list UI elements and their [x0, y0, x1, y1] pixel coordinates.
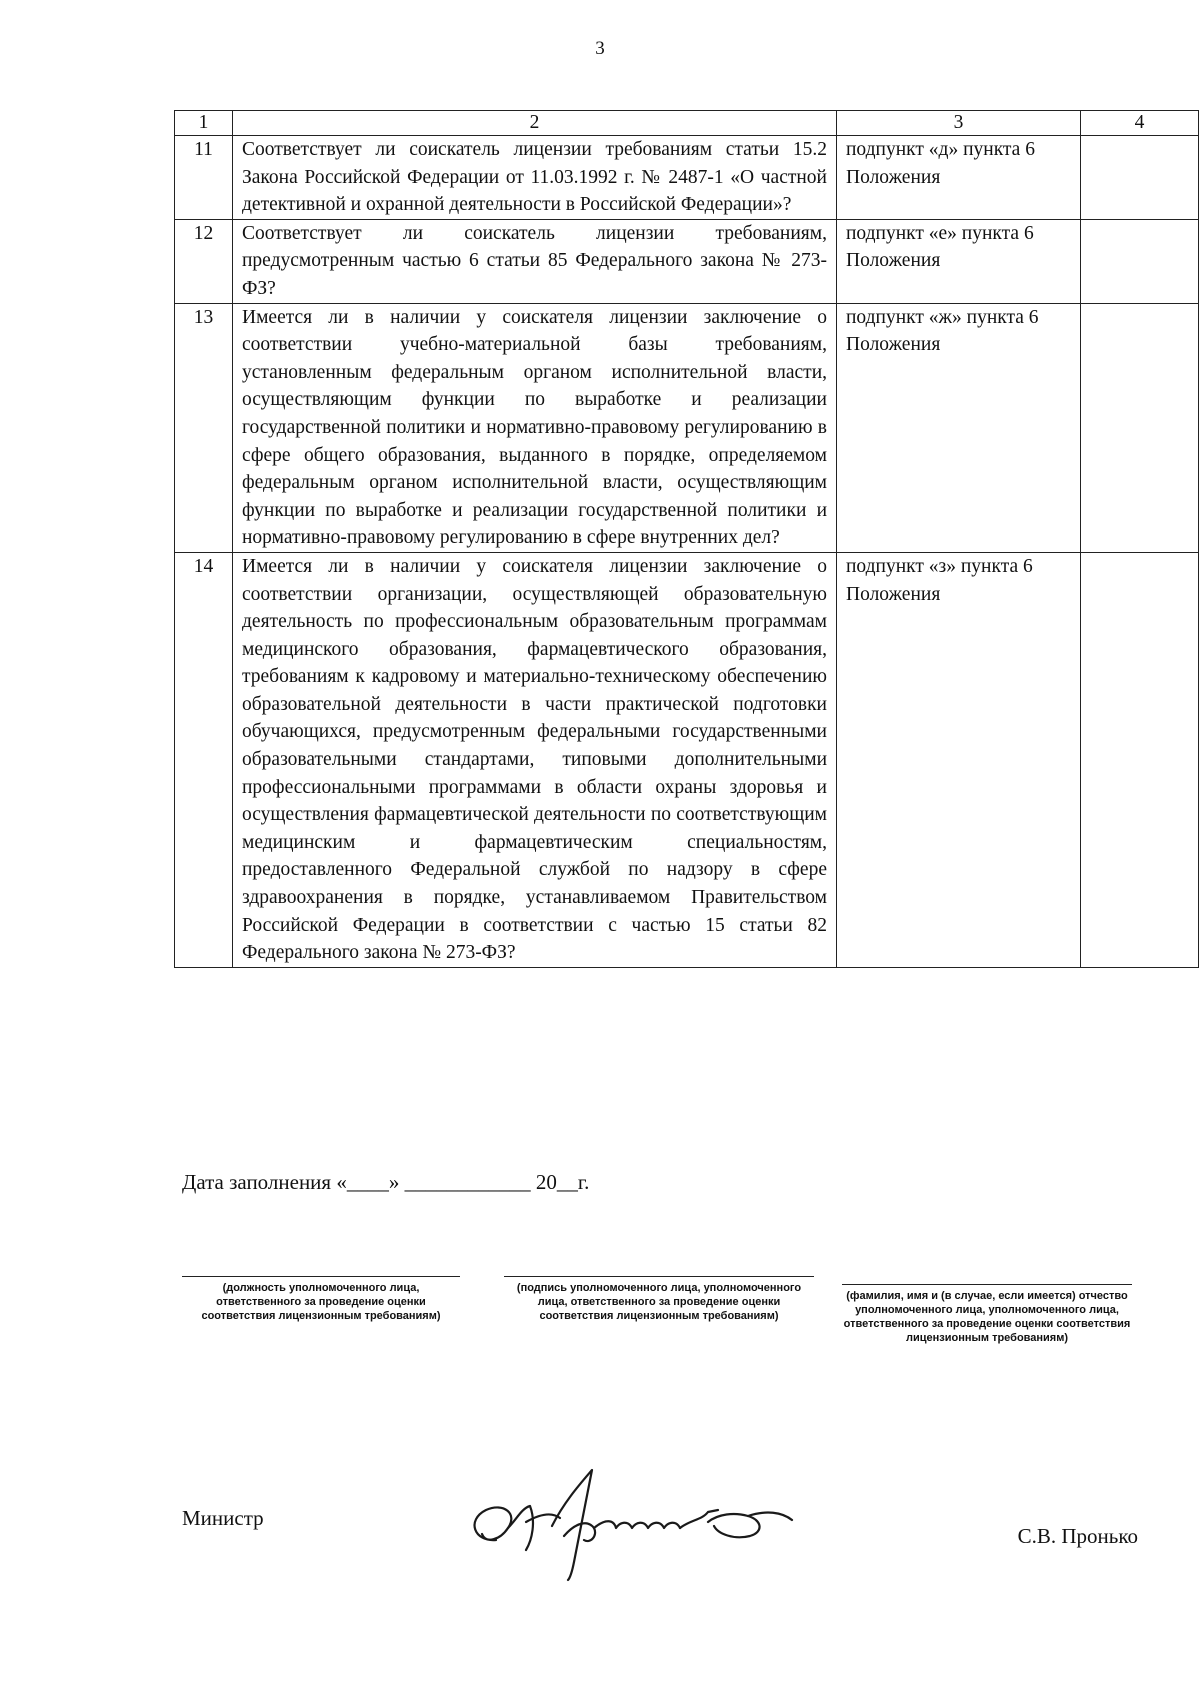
minister-name: С.В. Пронько	[1017, 1524, 1138, 1548]
row-number: 13	[175, 303, 233, 552]
row-note	[1081, 552, 1199, 967]
row-number: 11	[175, 136, 233, 220]
row-reference: подпункт «ж» пункта 6 Положения	[837, 303, 1081, 552]
table-header-row	[175, 111, 1199, 136]
row-question: Соответствует ли соискатель лицензии требованиям статьи 15.2 Закона Российской Федерации от 11.03.1992 г. № 2487-1 «О частной детективной и охранной деятельности в Российской Федерации»?	[233, 136, 837, 220]
page-number: 3	[595, 38, 605, 59]
name-caption: (фамилия, имя и (в случае, если имеется) отчество уполномоченного лица, уполномоченного лица, ответственного за проведение оценки соответствия лицензионным требованиям)	[842, 1284, 1132, 1345]
handwritten-signature	[456, 1462, 816, 1582]
row-question: Имеется ли в наличии у соискателя лицензии заключение о соответствии учебно-материальной базы требованиям, установленным федеральным органом исполнительной власти, осуществляющим функции по выработке и реализации государственной политики и нормативно-правовому регулированию в сфере общего образования, выданного в порядке, определяемом федеральным органом исполнительной власти, осуществляющим функции по выработке и реализации государственной политики и нормативно-правовому регулированию в сфере внутренних дел?	[233, 303, 837, 552]
table-row	[175, 303, 1199, 552]
position-caption: (должность уполномоченного лица, ответственного за проведение оценки соответствия лицензионным требованиям)	[182, 1276, 460, 1323]
row-note	[1081, 219, 1199, 303]
table-row	[175, 219, 1199, 303]
row-reference: подпункт «з» пункта 6 Положения	[837, 552, 1081, 967]
row-note	[1081, 303, 1199, 552]
column-header: 2	[233, 111, 837, 136]
column-header: 3	[837, 111, 1081, 136]
table-row	[175, 136, 1199, 220]
column-header: 4	[1081, 111, 1199, 136]
row-question: Имеется ли в наличии у соискателя лицензии заключение о соответствии организации, осуществляющей образовательную деятельность по профессиональным образовательным программам медицинского образования, фармацевтического образования, требованиям к кадровому и материально-техническому обеспечению образовательной деятельности в части практической подготовки обучающихся, предусмотренным федеральными государственными образовательными стандартами, типовыми дополнительными профессиональными программами в области охраны здоровья и осуществления фармацевтической деятельности по соответствующим медицинским и фармацевтическим специальностям, предоставленного Федеральной службой по надзору в сфере здравоохранения в порядке, устанавливаемом Правительством Российской Федерации в соответствии с частью 15 статьи 82 Федерального закона № 273-ФЗ?	[233, 552, 837, 967]
table-row	[175, 552, 1199, 967]
row-reference: подпункт «д» пункта 6 Положения	[837, 136, 1081, 220]
row-number: 12	[175, 219, 233, 303]
signature-caption: (подпись уполномоченного лица, уполномоченного лица, ответственного за проведение оценки соответствия лицензионным требованиям)	[504, 1276, 814, 1323]
row-number: 14	[175, 552, 233, 967]
checklist-table	[174, 110, 1199, 968]
row-reference: подпункт «е» пункта 6 Положения	[837, 219, 1081, 303]
row-note	[1081, 136, 1199, 220]
minister-title: Министр	[182, 1506, 264, 1530]
row-question: Соответствует ли соискатель лицензии требованиям, предусмотренным частью 6 статьи 85 Федерального закона № 273-ФЗ?	[233, 219, 837, 303]
column-header: 1	[175, 111, 233, 136]
fill-date-line: Дата заполнения «____» ____________ 20__г.	[182, 1170, 590, 1194]
